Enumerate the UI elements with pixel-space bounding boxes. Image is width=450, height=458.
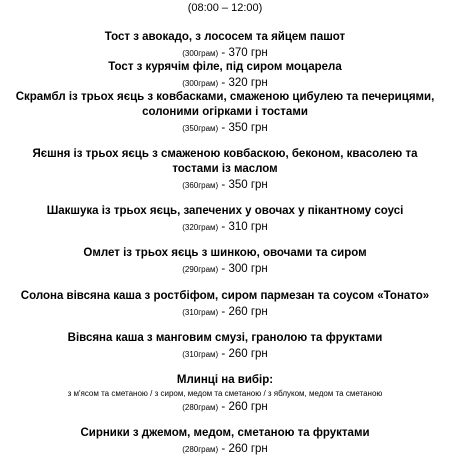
menu-item-price: - 320 грн <box>221 77 268 89</box>
menu-item-name: Млинці на вибір: <box>176 374 274 386</box>
menu-item-price-line <box>0 346 450 363</box>
menu-item-price: - 350 грн <box>221 179 268 191</box>
menu-item-options: з м'ясом та сметаною / з сиром, медом та сметаною / з яблуком, медом та сметаною <box>67 389 383 398</box>
menu-item-price: - 310 грн <box>221 221 268 233</box>
menu-item-name: Шакшука із трьох яєць, запечених у овочах у пікантному соусі <box>46 205 404 217</box>
menu-item-weight: (320грам) <box>182 223 219 232</box>
menu-item-price: - 260 грн <box>221 306 268 318</box>
menu-item-weight: (310грам) <box>182 308 219 317</box>
menu-item <box>0 331 450 363</box>
menu-item-price-line <box>0 219 450 236</box>
menu-item-weight: (280грам) <box>182 445 219 454</box>
menu-item-price: - 300 грн <box>221 263 268 275</box>
menu-item <box>0 289 450 321</box>
menu-item <box>0 373 450 416</box>
menu-item-weight: (280грам) <box>182 403 219 412</box>
menu-item <box>0 147 450 194</box>
menu-item-name: Вівсяна каша з манговим смузі, гранолою та фруктами <box>67 332 383 344</box>
menu-item-name: Скрамбл із трьох яєць з ковбасками, смаженою цибулею та печерицями, <box>15 91 435 103</box>
menu-item-name: Солона вівсяна каша з ростбіфом, сиром пармезан та соусом «Тонато» <box>20 290 430 302</box>
menu-item-price-line <box>0 120 450 137</box>
menu-item-price: - 260 грн <box>221 348 268 360</box>
menu-item-price-line <box>0 399 450 416</box>
menu-item-price: - 260 грн <box>221 443 268 455</box>
menu-item-price: - 260 грн <box>221 401 268 413</box>
menu-item-price: - 350 грн <box>221 122 268 134</box>
menu-item-weight: (300грам) <box>182 49 219 58</box>
menu-item-name: Омлет із трьох яєць з шинкою, овочами та сиром <box>83 247 367 259</box>
serving-hours: (08:00 – 12:00) <box>187 2 263 14</box>
menu-item-name-continued: солоними огірками і тостами <box>142 106 308 118</box>
menu-item-name: Яєшня із трьох яєць з смаженою ковбаскою, беконом, квасолею та <box>32 148 418 160</box>
menu-item-weight: (290грам) <box>182 265 219 274</box>
menu-item <box>0 60 450 92</box>
menu-item-price: - 370 грн <box>221 47 268 59</box>
menu-item-price-line <box>0 304 450 321</box>
menu-item-price-line <box>0 177 450 194</box>
menu-item-price-line <box>0 261 450 278</box>
menu-item-name: Сирники з джемом, медом, сметаною та фруктами <box>80 427 370 439</box>
menu-item-name-continued: тостами із маслом <box>172 163 278 175</box>
menu-item <box>0 204 450 236</box>
menu-item <box>0 246 450 278</box>
menu-item-weight: (300грам) <box>182 79 219 88</box>
menu-item <box>0 426 450 458</box>
menu-item-weight: (360грам) <box>182 181 219 190</box>
menu-item-name: Тост з курячім філе, під сиром моцарела <box>108 61 342 73</box>
menu-item-weight: (310грам) <box>182 350 219 359</box>
menu-item <box>0 90 450 137</box>
menu-item-name: Тост з авокадо, з лососем та яйцем пашот <box>104 31 346 43</box>
menu-item-weight: (350грам) <box>182 124 219 133</box>
menu-item <box>0 30 450 62</box>
